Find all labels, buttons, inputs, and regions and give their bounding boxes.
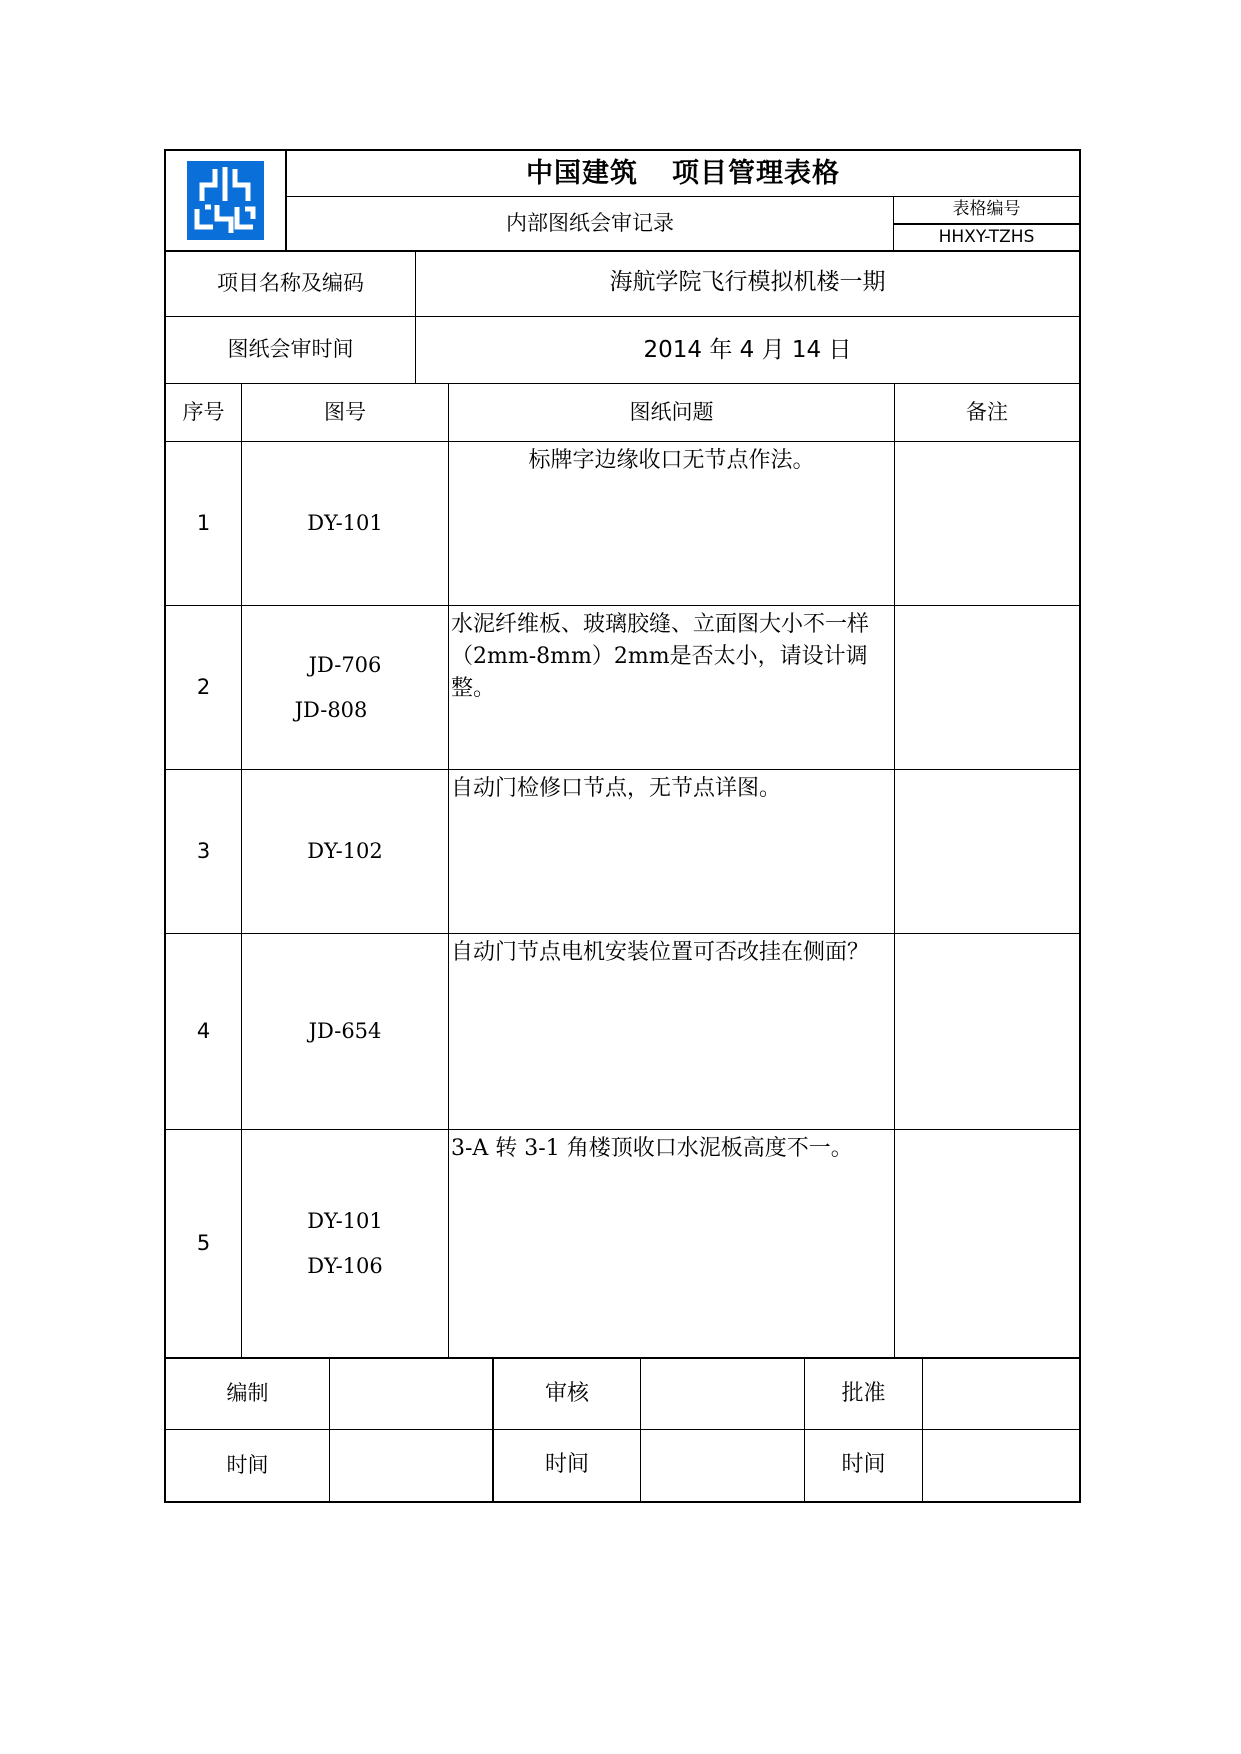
table-row-seq: 4 xyxy=(166,934,242,1130)
form-title: 项目管理表格 xyxy=(672,157,840,189)
table-row-seq: 5 xyxy=(166,1130,242,1359)
review-date-label: 图纸会审时间 xyxy=(166,317,416,384)
form-sheet xyxy=(164,149,1081,1503)
table-row-issue: 自动门检修口节点，无节点详图。 xyxy=(449,770,895,934)
form-number-value: HHXY-TZHS xyxy=(894,224,1079,252)
table-row-drawing: JD-654 xyxy=(242,934,449,1130)
project-name-label: 项目名称及编码 xyxy=(166,252,416,317)
approve-value xyxy=(923,1359,1079,1430)
review-date-value: 2014 年 4 月 14 日 xyxy=(416,317,1079,384)
drawing-code: DY-101 xyxy=(307,1209,383,1234)
compile-label: 编制 xyxy=(166,1359,330,1430)
table-row-remark xyxy=(895,606,1079,770)
table-row-seq: 3 xyxy=(166,770,242,934)
table-row-drawing: DY-101 xyxy=(242,442,449,606)
table-row-drawing: DY-102 xyxy=(242,770,449,934)
review-value xyxy=(641,1359,805,1430)
column-header-drawing: 图号 xyxy=(242,384,449,442)
table-row-issue: 3-A 转 3-1 角楼顶收口水泥板高度不一。 xyxy=(449,1130,895,1359)
table-row-remark xyxy=(895,934,1079,1130)
column-header-seq: 序号 xyxy=(166,384,242,442)
table-row-seq: 1 xyxy=(166,442,242,606)
review-time-value xyxy=(641,1430,805,1501)
approve-time-value xyxy=(923,1430,1079,1501)
cscec-logo-icon xyxy=(187,161,264,240)
approve-time-label: 时间 xyxy=(805,1430,923,1501)
table-row-drawing xyxy=(242,606,449,770)
compile-time-value xyxy=(330,1430,494,1501)
table-row-issue: 自动门节点电机安装位置可否改挂在侧面？ xyxy=(449,934,895,1130)
header-title xyxy=(287,151,1079,197)
column-header-remark: 备注 xyxy=(895,384,1079,442)
form-number-label: 表格编号 xyxy=(894,197,1079,224)
cscec-logo-graphic xyxy=(187,161,264,240)
logo-cell xyxy=(166,151,287,252)
compile-value xyxy=(330,1359,494,1430)
table-row-remark xyxy=(895,442,1079,606)
table-row-seq: 2 xyxy=(166,606,242,770)
table-row-remark xyxy=(895,770,1079,934)
drawing-code: JD-808 xyxy=(294,697,368,722)
review-label: 审核 xyxy=(494,1359,641,1430)
review-time-label: 时间 xyxy=(494,1430,641,1501)
table-row-issue: 水泥纤维板、玻璃胶缝、立面图大小不一样（2mm-8mm）2mm是否太小，请设计调整。 xyxy=(449,606,895,770)
table-row-drawing xyxy=(242,1130,449,1359)
compile-time-label: 时间 xyxy=(166,1430,330,1501)
table-row-issue: 标牌字边缘收口无节点作法。 xyxy=(449,442,895,606)
company-name: 中国建筑 xyxy=(526,157,638,189)
drawing-code: JD-706 xyxy=(308,653,382,678)
table-row-remark xyxy=(895,1130,1079,1359)
approve-label: 批准 xyxy=(805,1359,923,1430)
project-name-value: 海航学院飞行模拟机楼一期 xyxy=(416,252,1079,317)
drawing-code: DY-106 xyxy=(307,1253,383,1278)
record-title: 内部图纸会审记录 xyxy=(287,197,894,252)
column-header-issue: 图纸问题 xyxy=(449,384,895,442)
